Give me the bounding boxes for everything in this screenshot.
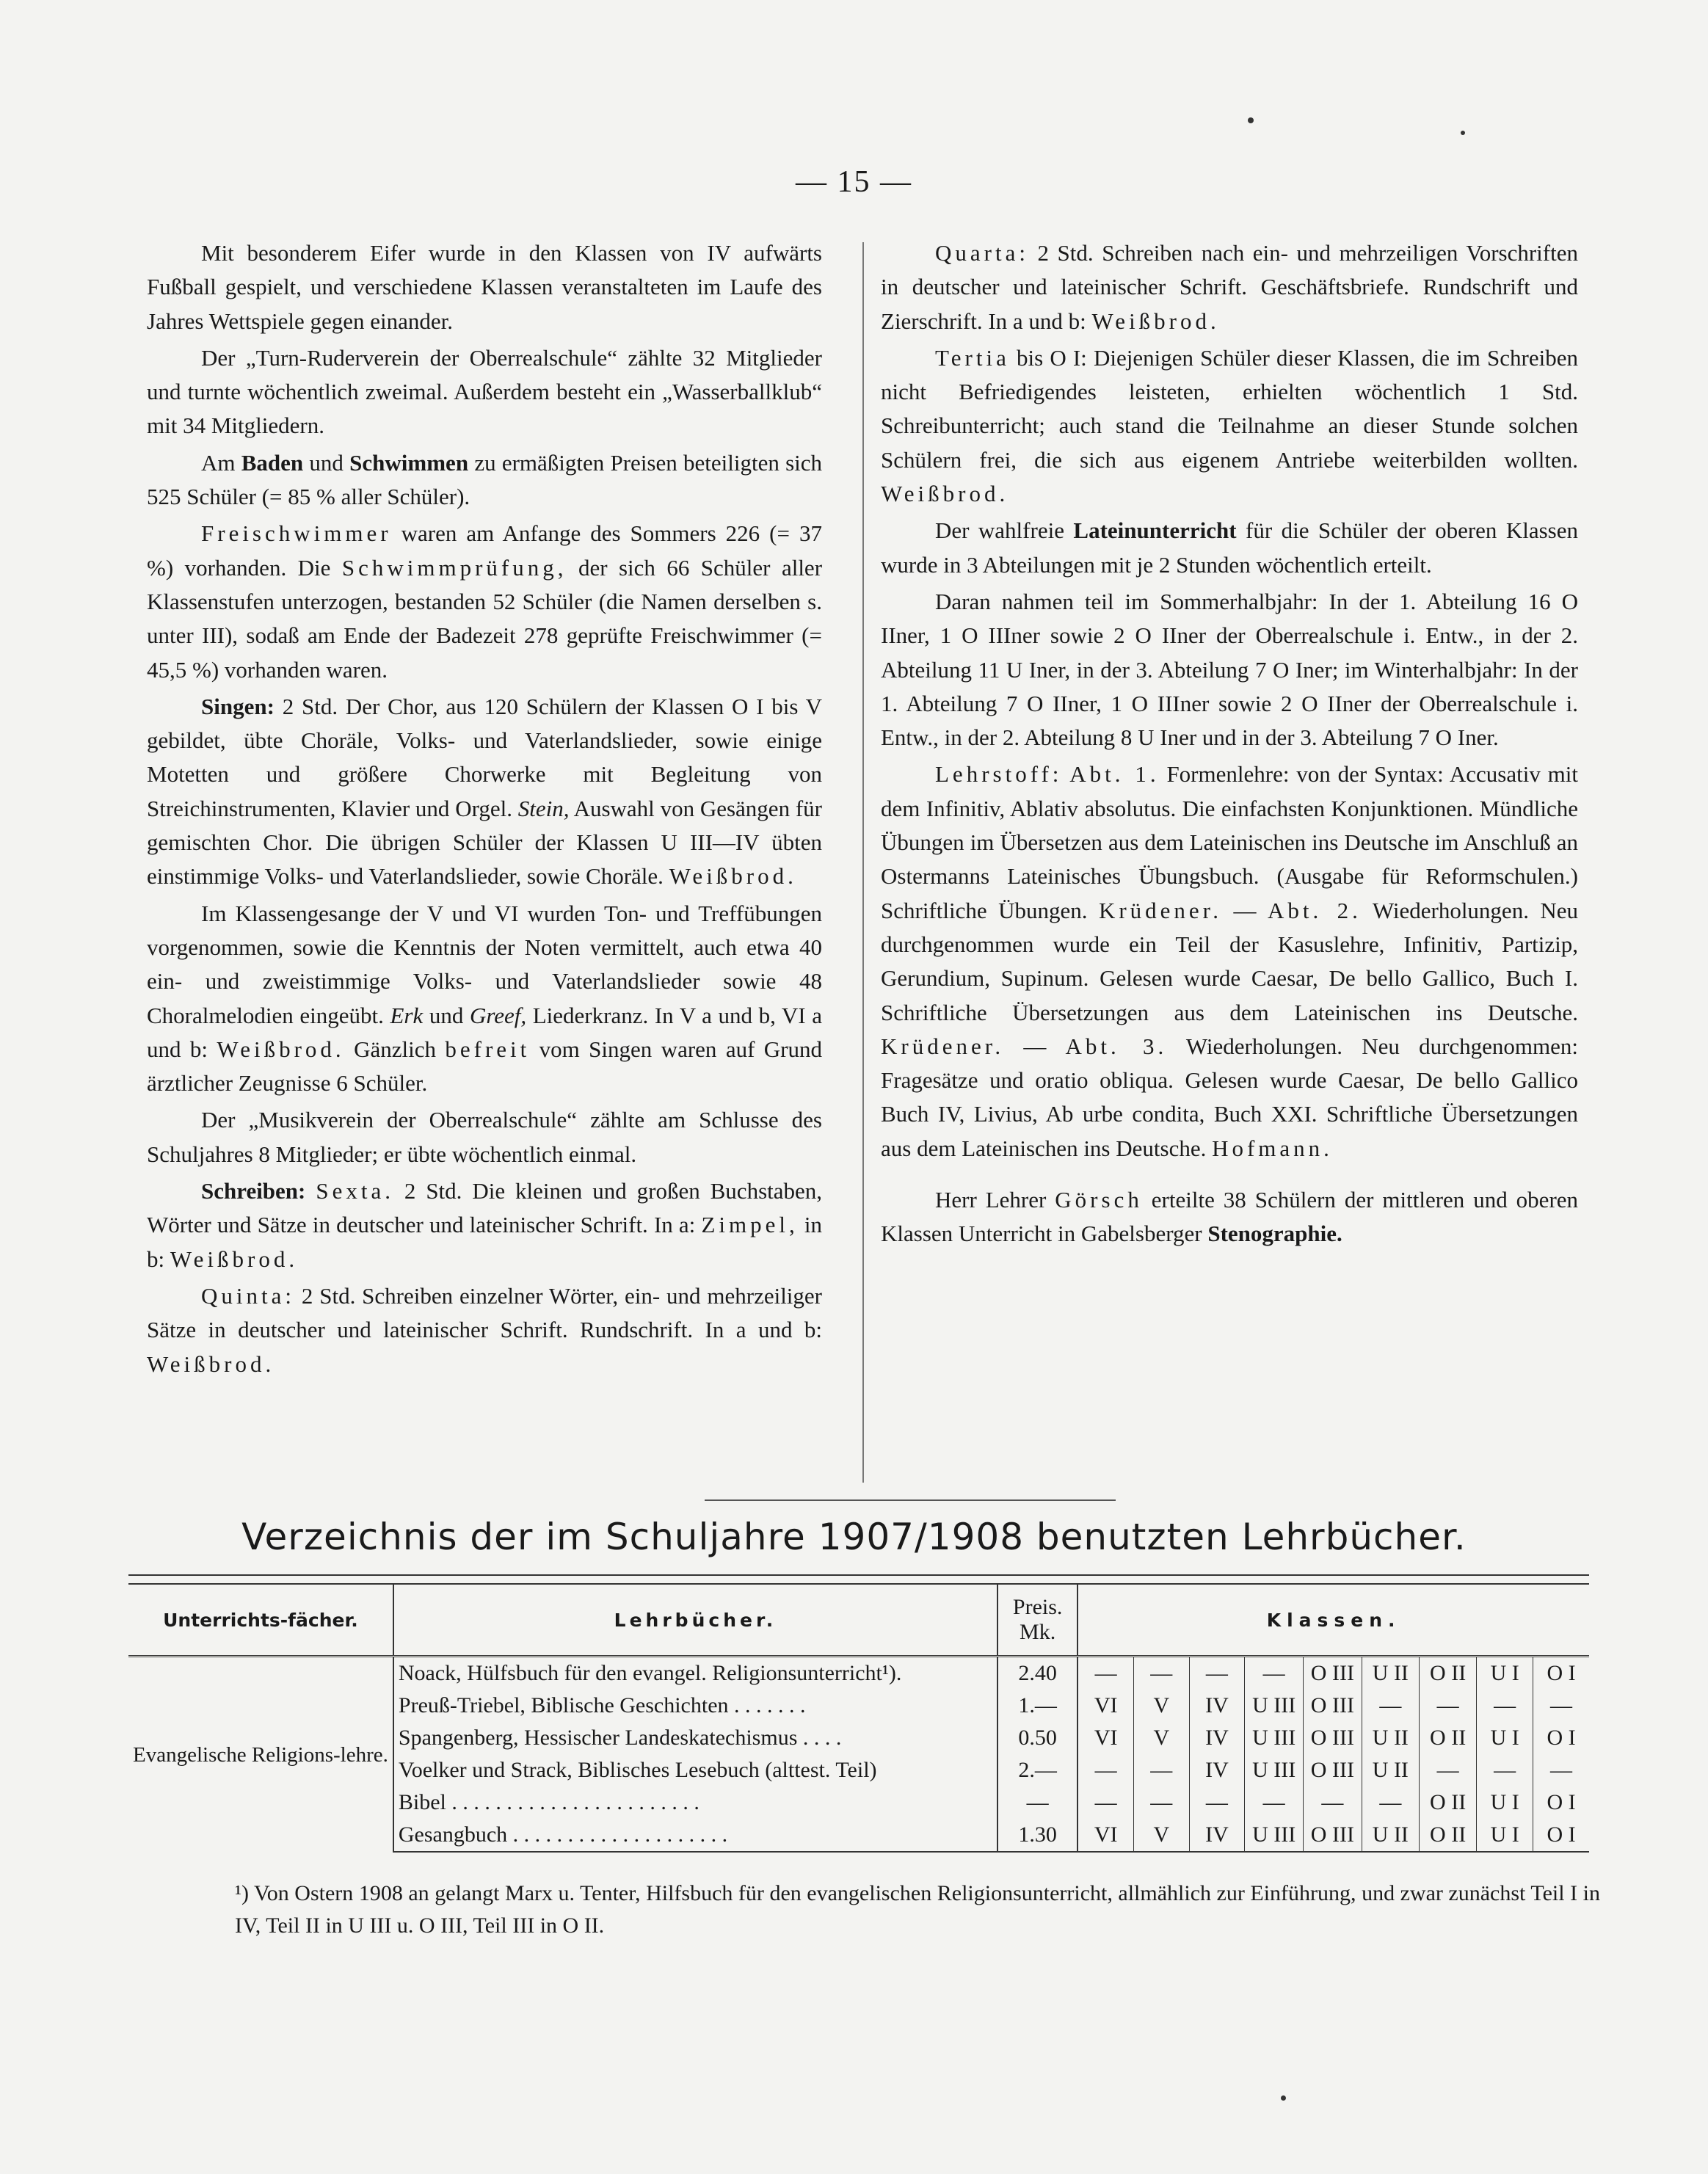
class-cell: — xyxy=(1477,1754,1533,1786)
class-cell: — xyxy=(1134,1657,1190,1690)
scan-speck xyxy=(1248,117,1254,123)
paragraph: Der wahlfreie Lateinunterricht für die Schüler der oberen Klassen wurde in 3 Abteilungen mit je 2 Stunden wöchentlich erteilt. xyxy=(881,517,1579,578)
class-cell: — xyxy=(1550,1693,1573,1717)
class-cell: — xyxy=(1245,1786,1304,1819)
class-cell: V xyxy=(1134,1722,1190,1754)
right-column xyxy=(881,236,1578,1254)
book-title: Bibel . . . . . . . . . . . . . . . . . . . . . . . xyxy=(393,1786,997,1819)
scan-speck xyxy=(1281,2095,1286,2101)
paragraph: Quarta: 2 Std. Schreiben nach ein- und mehrzeiligen Vorschriften in deutscher und lateinischer Schrift. Geschäftsbriefe. Rundschrift und Zierschrift. In a und b: Weißbrod. xyxy=(881,240,1578,334)
header-klassen: Klassen. xyxy=(1078,1585,1589,1657)
class-cell: U I xyxy=(1477,1786,1533,1819)
table-top-rule xyxy=(128,1574,1589,1585)
paragraph: Mit besonderem Eifer wurde in den Klassen von IV aufwärts Fußball gespielt, und verschiedene Klassen veranstalteten im Laufe des Jahres Wettspiele gegen einander. xyxy=(147,240,822,334)
class-cell: IV xyxy=(1189,1722,1245,1754)
paragraph: Tertia bis O I: Diejenigen Schüler dieser Klassen, die im Schreiben nicht Befriedigendes leisteten, erhielten wöchentlich 1 Std. Schreibunterricht; auch stand die Teilnahme an dieser Stunde solchen Schülern frei, die sich aus eigenem Antriebe weiterbilden wollten. Weißbrod. xyxy=(881,344,1579,507)
paragraph: Quinta: 2 Std. Schreiben einzelner Wörter, ein- und mehrzeiliger Sätze in deutscher und lateinischer Schrift. Rundschrift. In a und b: Weißbrod. xyxy=(147,1282,823,1377)
paragraph: Daran nahmen teil im Sommerhalbjahr: In der 1. Abteilung 16 O IIner, 1 O IIIner sowie 2 O IIner der Oberrealschule i. Entw., in der 2. Abteilung 11 U Iner, in der 3. Abteilung 7 O Iner; im Winterhalbjahr: In der 1. Abteilung 7 O IIner, 1 O IIIner sowie 2 O IIner der Oberrealschule i. Entw., in der 2. Abteilung 8 U Iner und in der 3. Abteilung 7 O Iner. xyxy=(881,588,1578,751)
class-cell: O III xyxy=(1304,1657,1362,1690)
class-cell: — xyxy=(1362,1690,1419,1722)
class-cell: O I xyxy=(1547,1661,1576,1685)
class-cell: — xyxy=(1420,1754,1477,1786)
class-cell: O II xyxy=(1420,1819,1477,1852)
class-cell: — xyxy=(1078,1786,1133,1819)
class-cell: U II xyxy=(1362,1722,1419,1754)
class-cell: — xyxy=(1477,1690,1533,1722)
class-cell: — xyxy=(1078,1657,1133,1690)
class-cell: U II xyxy=(1362,1754,1419,1786)
paragraph: Schreiben: Sexta. 2 Std. Die kleinen und großen Buchstaben, Wörter und Sätze in deutscher und lateinischer Schrift. In a: Zimpel, in b: Weißbrod. xyxy=(147,1178,823,1272)
class-cell: O III xyxy=(1304,1690,1362,1722)
paragraph: Der „Turn-Ruderverein der Oberrealschule“ zählte 32 Mitglieder und turnte wöchentlich zweimal. Außerdem besteht ein „Wasserballklub“ mit 34 Mitgliedern. xyxy=(147,344,822,439)
header-buecher: Lehrbücher. xyxy=(393,1585,997,1657)
class-cell: O III xyxy=(1304,1722,1362,1754)
class-cell: U III xyxy=(1245,1690,1304,1722)
textbook-table xyxy=(128,1574,1589,1853)
paragraph: Am Baden und Schwimmen zu ermäßigten Preisen beteiligten sich 525 Schüler (= 85 % aller Schüler). xyxy=(147,449,823,510)
class-cell: — xyxy=(1134,1754,1190,1786)
class-cell: — xyxy=(1189,1657,1245,1690)
textbook-table-grid xyxy=(128,1585,1589,1853)
class-cell: — xyxy=(1134,1786,1190,1819)
page-number: — 15 — xyxy=(796,165,912,199)
scan-speck xyxy=(1461,131,1465,135)
header-fach: Unterrichts-fächer. xyxy=(128,1585,393,1657)
class-cell: — xyxy=(1304,1786,1362,1819)
class-cell: O III xyxy=(1304,1819,1362,1852)
table-body xyxy=(128,1657,1589,1853)
class-cell: — xyxy=(1550,1758,1573,1782)
book-title: Preuß-Triebel, Biblische Geschichten . . . . . . . xyxy=(393,1690,997,1722)
table-header-row xyxy=(128,1585,1589,1657)
class-cell: — xyxy=(1420,1690,1477,1722)
book-price: — xyxy=(997,1786,1078,1819)
class-cell: U I xyxy=(1477,1722,1533,1754)
class-cell: — xyxy=(1245,1657,1304,1690)
book-price: 0.50 xyxy=(997,1722,1078,1754)
class-cell: IV xyxy=(1189,1690,1245,1722)
class-cell: IV xyxy=(1189,1754,1245,1786)
table-row xyxy=(128,1657,1589,1690)
class-cell: O II xyxy=(1420,1786,1477,1819)
class-cell: V xyxy=(1134,1690,1190,1722)
class-cell: — xyxy=(1362,1786,1419,1819)
paragraph: Der „Musikverein der Oberrealschule“ zählte am Schlusse des Schuljahres 8 Mitglieder; er übte wöchentlich einmal. xyxy=(147,1107,822,1167)
paragraph: Im Klassengesange der V und VI wurden Ton- und Treffübungen vorgenommen, sowie die Kenntnis der Noten vermittelt, auch etwa 40 ein- und zweistimmige Volks- und Vaterlandslieder sowie 48 Choralmelodien eingeübt. Erk und Greef, Liederkranz. In V a und b, VI a und b: Weißbrod. Gänzlich befreit vom Singen waren auf Grund ärztlicher Zeugnisse 6 Schüler. xyxy=(147,900,823,1097)
footnote: ¹) Von Ostern 1908 an gelangt Marx u. Tenter, Hilfsbuch für den evangelischen Religionsunterricht, allmählich zur Einführung, und zwar zunächst Teil I in IV, Teil II in U III u. O III, Teil III in O II. xyxy=(235,1881,1600,1938)
class-cell: O I xyxy=(1547,1726,1576,1750)
book-title: Spangenberg, Hessischer Landeskatechismus . . . . xyxy=(393,1722,997,1754)
class-cell: — xyxy=(1189,1786,1245,1819)
table-title: Verzeichnis der im Schuljahre 1907/1908 benutzten Lehrbücher. xyxy=(241,1516,1467,1558)
class-cell: U III xyxy=(1245,1722,1304,1754)
class-cell: U II xyxy=(1362,1657,1419,1690)
paragraph: Herr Lehrer Görsch erteilte 38 Schülern der mittleren und oberen Klassen Unterricht in Gabelsberger Stenographie. xyxy=(881,1187,1579,1247)
book-price: 1.30 xyxy=(997,1819,1078,1852)
class-cell: IV xyxy=(1189,1819,1245,1852)
class-cell: U I xyxy=(1477,1657,1533,1690)
class-cell: U II xyxy=(1362,1819,1419,1852)
class-cell: O II xyxy=(1420,1657,1477,1690)
class-cell: O II xyxy=(1420,1722,1477,1754)
class-cell: O III xyxy=(1304,1754,1362,1786)
book-title: Gesangbuch . . . . . . . . . . . . . . . . . . . . xyxy=(393,1819,997,1852)
book-price: 2.40 xyxy=(997,1657,1078,1690)
paragraph: Freischwimmer waren am Anfange des Sommers 226 (= 37 %) vorhanden. Die Schwimmprüfung, der sich 66 Schüler aller Klassenstufen unterzogen, bestanden 52 Schüler (die Namen derselben s. unter III), sodaß am Ende der Badezeit 278 geprüfte Freischwimmer (= 45,5 %) vorhanden waren. xyxy=(147,520,823,683)
class-cell: U III xyxy=(1245,1754,1304,1786)
header-preis: Preis. Mk. xyxy=(997,1585,1078,1657)
book-price: 2.— xyxy=(997,1754,1078,1786)
paragraph: Lehrstoff: Abt. 1. Formenlehre: von der Syntax: Accusativ mit dem Infinitiv, Ablativ absolutus. Die einfachsten Konjunktionen. Mündliche Übungen im Übersetzen aus dem Lateinischen ins Deutsche im Anschluß an Ostermanns Lateinisches Übungsbuch. (Ausgabe für Reformschulen.) Schriftliche Übungen. Krüdener. — Abt. 2. Wiederholungen. Neu durchgenommen wurde ein Teil der Kasuslehre, Infinitiv, Partizip, Gerundium, Supinum. Gelesen wurde Caesar, De bello Gallico, Buch I. Schriftliche Übersetzungen aus dem Lateinischen ins Deutsche. Krüdener. — Abt. 3. Wiederholungen. Neu durchgenommen: Fragesätze und oratio obliqua. Gelesen wurde Caesar, De bello Gallico Buch IV, Livius, Ab urbe condita, Buch XXI. Schriftliche Übersetzungen aus dem Lateinischen ins Deutsche. Hofmann. xyxy=(881,761,1579,1161)
left-column xyxy=(147,236,822,1384)
column-divider xyxy=(862,242,864,1483)
class-cell: V xyxy=(1134,1819,1190,1852)
section-rule xyxy=(705,1499,1116,1501)
class-cell: O I xyxy=(1547,1790,1576,1814)
class-cell: VI xyxy=(1078,1819,1133,1852)
class-cell: VI xyxy=(1078,1722,1133,1754)
subject-cell: Evangelische Religions-lehre. xyxy=(128,1657,393,1853)
class-cell: U III xyxy=(1245,1819,1304,1852)
book-title: Voelker und Strack, Biblisches Lesebuch (alttest. Teil) xyxy=(393,1754,997,1786)
class-cell: O I xyxy=(1533,1819,1589,1852)
class-cell: — xyxy=(1078,1754,1133,1786)
class-cell: VI xyxy=(1078,1690,1133,1722)
book-price: 1.— xyxy=(997,1690,1078,1722)
class-cell: U I xyxy=(1477,1819,1533,1852)
book-title: Noack, Hülfsbuch für den evangel. Religionsunterricht¹). xyxy=(393,1657,997,1690)
paragraph: Singen: 2 Std. Der Chor, aus 120 Schülern der Klassen O I bis V gebildet, übte Choräle, Volks- und Vaterlandslieder, sowie einige Motetten und größere Chorwerke mit Begleitung von Streichinstrumenten, Klavier und Orgel. Stein, Auswahl von Gesängen für gemischten Chor. Die übrigen Schüler der Klassen U III—IV übten einstimmige Volks- und Vaterlandslieder, sowie Choräle. Weißbrod. xyxy=(147,693,823,890)
